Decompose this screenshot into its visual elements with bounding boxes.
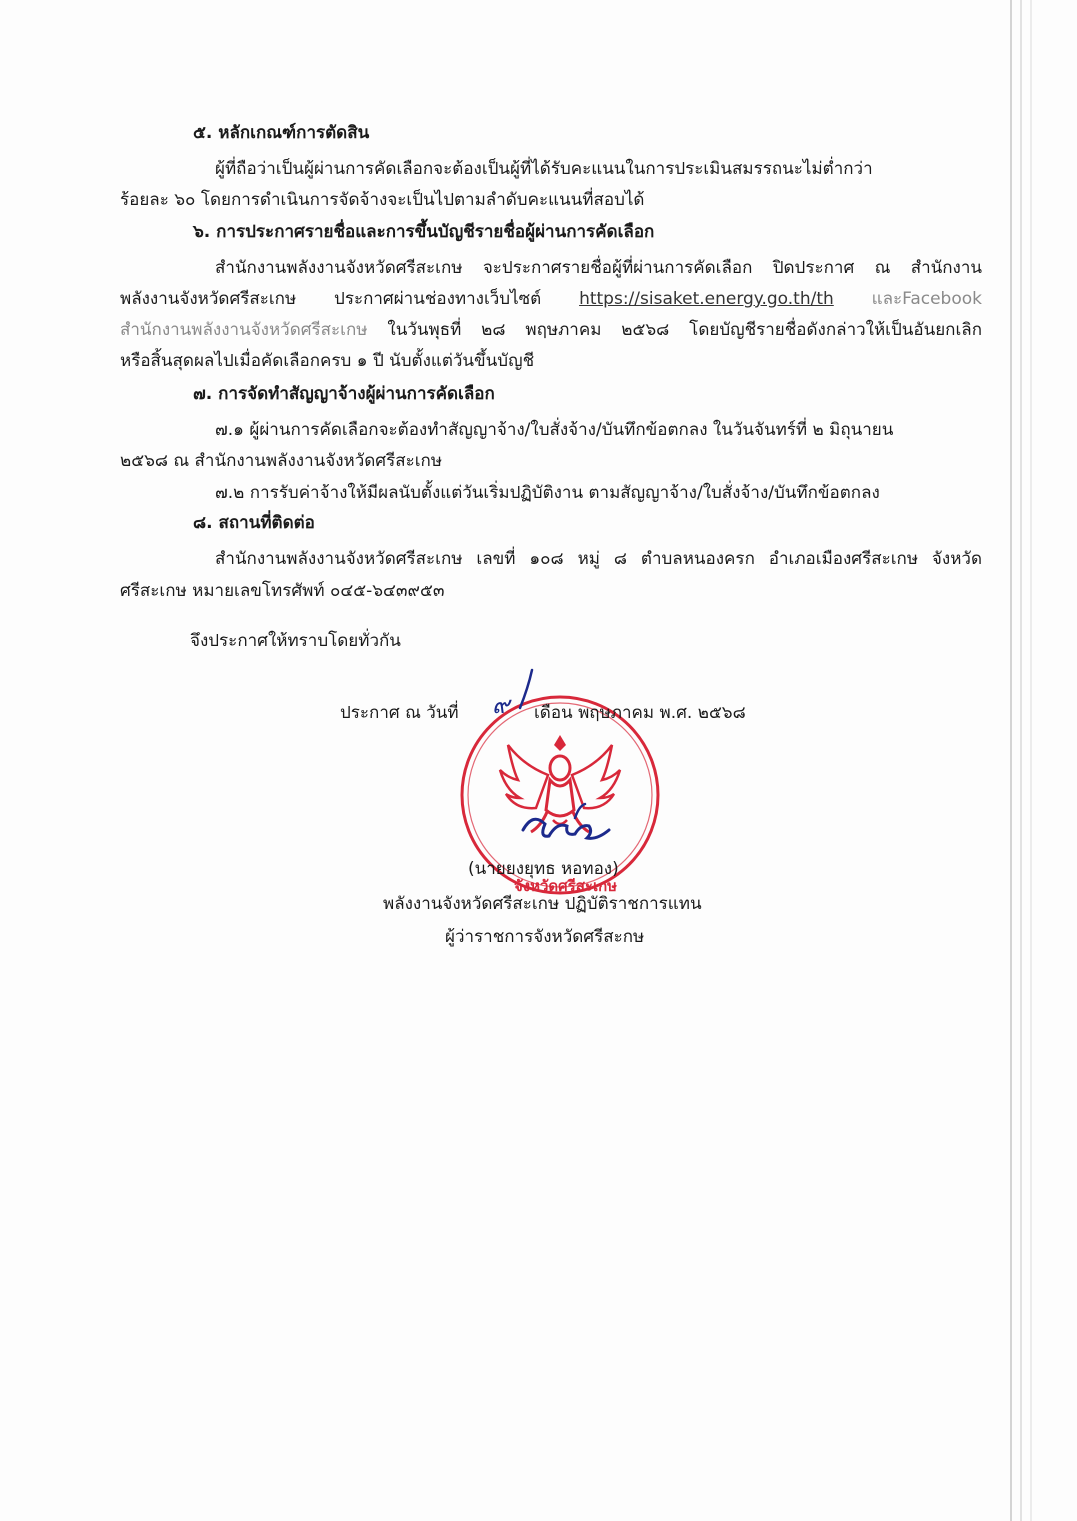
section-5-text: ผู้ที่ถือว่าเป็นผู้ผ่านการคัดเลือกจะต้องเป็นผู้ที่ได้รับคะแนนในการประเมินสมรรถนะไม่ต่ำกว่า	[215, 159, 873, 179]
section-7-item-1-cont: ๒๕๖๘ ณ สำนักงานพลังงานจังหวัดศรีสะเกษ	[120, 451, 443, 471]
section-8-heading: ๘. สถานที่ติดต่อ	[193, 513, 315, 533]
facebook-label: และFacebook	[833, 289, 982, 309]
section-5-heading: ๕. หลักเกณฑ์การตัดสิน	[193, 123, 370, 143]
section-7-item-2: ๗.๒ การรับค่าจ้างให้มีผลนับตั้งแต่วันเริ่มปฏิบัติงาน ตามสัญญาจ้าง/ใบสั่งจ้าง/บันทึกข้อตกลง	[215, 483, 880, 503]
section-7-heading: ๗. การจัดทำสัญญาจ้างผู้ผ่านการคัดเลือก	[193, 384, 495, 404]
closing-statement: จึงประกาศให้ทราบโดยทั่วกัน	[190, 631, 401, 651]
section-6-text-part: ในวันพุธที่ ๒๘ พฤษภาคม ๒๕๖๘ โดยบัญชีรายชื่อดังกล่าวให้เป็นอันยกเลิก	[367, 320, 982, 340]
page-edge-shadow	[1030, 0, 1032, 1521]
section-8-text: สำนักงานพลังงานจังหวัดศรีสะเกษ เลขที่ ๑๐๘ หมู่ ๘ ตำบลหนองครก อำเภอเมืองศรีสะเกษ จังหวัด	[215, 549, 982, 569]
section-6-text-part: พลังงานจังหวัดศรีสะเกษ ประกาศผ่านช่องทางเว็บไซต์	[120, 289, 580, 309]
section-5-text: ร้อยละ ๖๐ โดยการดำเนินการจัดจ้างจะเป็นไปตามลำดับคะแนนที่สอบได้	[120, 190, 645, 210]
facebook-page-name: สำนักงานพลังงานจังหวัดศรีสะเกษ	[120, 320, 368, 340]
section-7-item-1: ๗.๑ ผู้ผ่านการคัดเลือกจะต้องทำสัญญาจ้าง/ใบสั่งจ้าง/บันทึกข้อตกลง ในวันจันทร์ที่ ๒ มิถุนายน	[215, 420, 894, 440]
seal-label: จังหวัดศรีสะเกษ	[514, 877, 618, 895]
signatory-position-2: ผู้ว่าราชการจังหวัดศรีสะกษ	[445, 927, 645, 947]
section-6-heading: ๖. การประกาศรายชื่อและการขึ้นบัญชีรายชื่อผู้ผ่านการคัดเลือก	[193, 222, 655, 242]
website-link[interactable]: https://sisaket.energy.go.th/th	[579, 289, 834, 309]
announcement-date-month-year: เดือน พฤษภาคม พ.ศ. ๒๕๖๘	[534, 703, 746, 723]
section-8-text: ศรีสะเกษ หมายเลขโทรศัพท์ ๐๔๕-๖๔๓๙๕๓	[120, 581, 445, 601]
signatory-position: พลังงานจังหวัดศรีสะเกษ ปฏิบัติราชการแทน	[383, 894, 702, 914]
signatory-name: (นายยงยุทธ หอทอง)	[468, 859, 619, 879]
pen-stroke-icon	[516, 668, 536, 712]
page-edge-shadow	[1010, 0, 1012, 1521]
announcement-date-prefix: ประกาศ ณ วันที่	[340, 703, 459, 723]
section-6-text	[120, 319, 982, 341]
announcement-date-day: ๙	[492, 691, 510, 719]
section-6-text: สำนักงานพลังงานจังหวัดศรีสะเกษ จะประกาศรายชื่อผู้ที่ผ่านการคัดเลือก ปิดประกาศ ณ สำนักงาน	[215, 258, 982, 278]
page-edge-shadow	[1020, 0, 1022, 1521]
section-6-text: หรือสิ้นสุดผลไปเมื่อคัดเลือกครบ ๑ ปี นับตั้งแต่วันขึ้นบัญชี	[120, 351, 535, 371]
section-6-text	[120, 288, 982, 310]
